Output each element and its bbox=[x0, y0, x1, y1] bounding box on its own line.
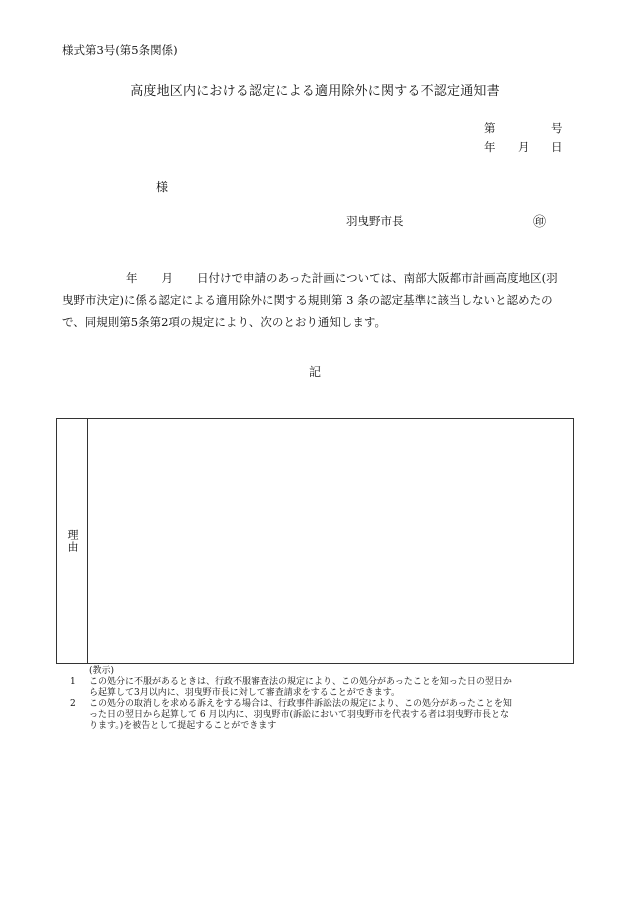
instruction-line: ります。)を被告として提起することができます bbox=[89, 721, 277, 731]
addressee: 様 bbox=[156, 180, 169, 194]
number-go: 号 bbox=[551, 121, 563, 135]
date-month: 月 bbox=[518, 140, 530, 154]
body-month: 月 bbox=[161, 271, 173, 285]
body-line-1 bbox=[62, 267, 582, 289]
body-line-1-text: 日付けで申請のあった計画については、南部大阪都市計画高度地区(羽 bbox=[197, 271, 558, 285]
date-year: 年 bbox=[484, 140, 496, 154]
reason-content-cell bbox=[88, 419, 573, 663]
instruction-line: ら起算して3月以内に、羽曳野市長に対して審査請求をすることができます。 bbox=[89, 688, 401, 698]
reason-label: 理由 bbox=[66, 529, 79, 553]
instruction-line: この処分に不服があるときは、行政不服審査法の規定により、この処分があったことを知った日の翌日か bbox=[89, 677, 512, 687]
seal-mark: ㊞ bbox=[533, 215, 547, 230]
ki-heading: 記 bbox=[308, 365, 321, 379]
instruction-line: この処分の取消しを求める訴えをする場合は、行政事件訴訟法の規定により、この処分があったことを知 bbox=[89, 699, 512, 709]
body-paragraph bbox=[62, 267, 582, 333]
instruction-item bbox=[70, 699, 580, 732]
instruction-item bbox=[70, 677, 580, 699]
document-title: 高度地区内における認定による適用除外に関する不認定通知書 bbox=[130, 84, 500, 99]
form-number: 様式第3号(第5条関係) bbox=[62, 43, 178, 57]
instructions-heading: (教示) bbox=[89, 666, 115, 676]
instruction-number: 2 bbox=[70, 699, 76, 709]
reason-label-cell bbox=[57, 419, 88, 663]
date-day: 日 bbox=[551, 140, 563, 154]
body-year: 年 bbox=[126, 271, 138, 285]
instruction-number: 1 bbox=[70, 677, 76, 687]
body-line-2: 曳野市決定)に係る認定による適用除外に関する規則第 3 条の認定基準に該当しないと認めたの bbox=[62, 293, 553, 307]
instructions bbox=[70, 666, 580, 732]
issuer: 羽曳野市長 bbox=[346, 214, 404, 228]
number-dai: 第 bbox=[484, 121, 496, 135]
instruction-line: った日の翌日から起算して 6 月以内に、羽曳野市(訴訟において羽曳野市を代表する者は羽曳野市長とな bbox=[89, 710, 509, 720]
reason-table bbox=[56, 418, 574, 664]
body-line-3: で、同規則第5条第2項の規定により、次のとおり通知します。 bbox=[62, 315, 386, 329]
